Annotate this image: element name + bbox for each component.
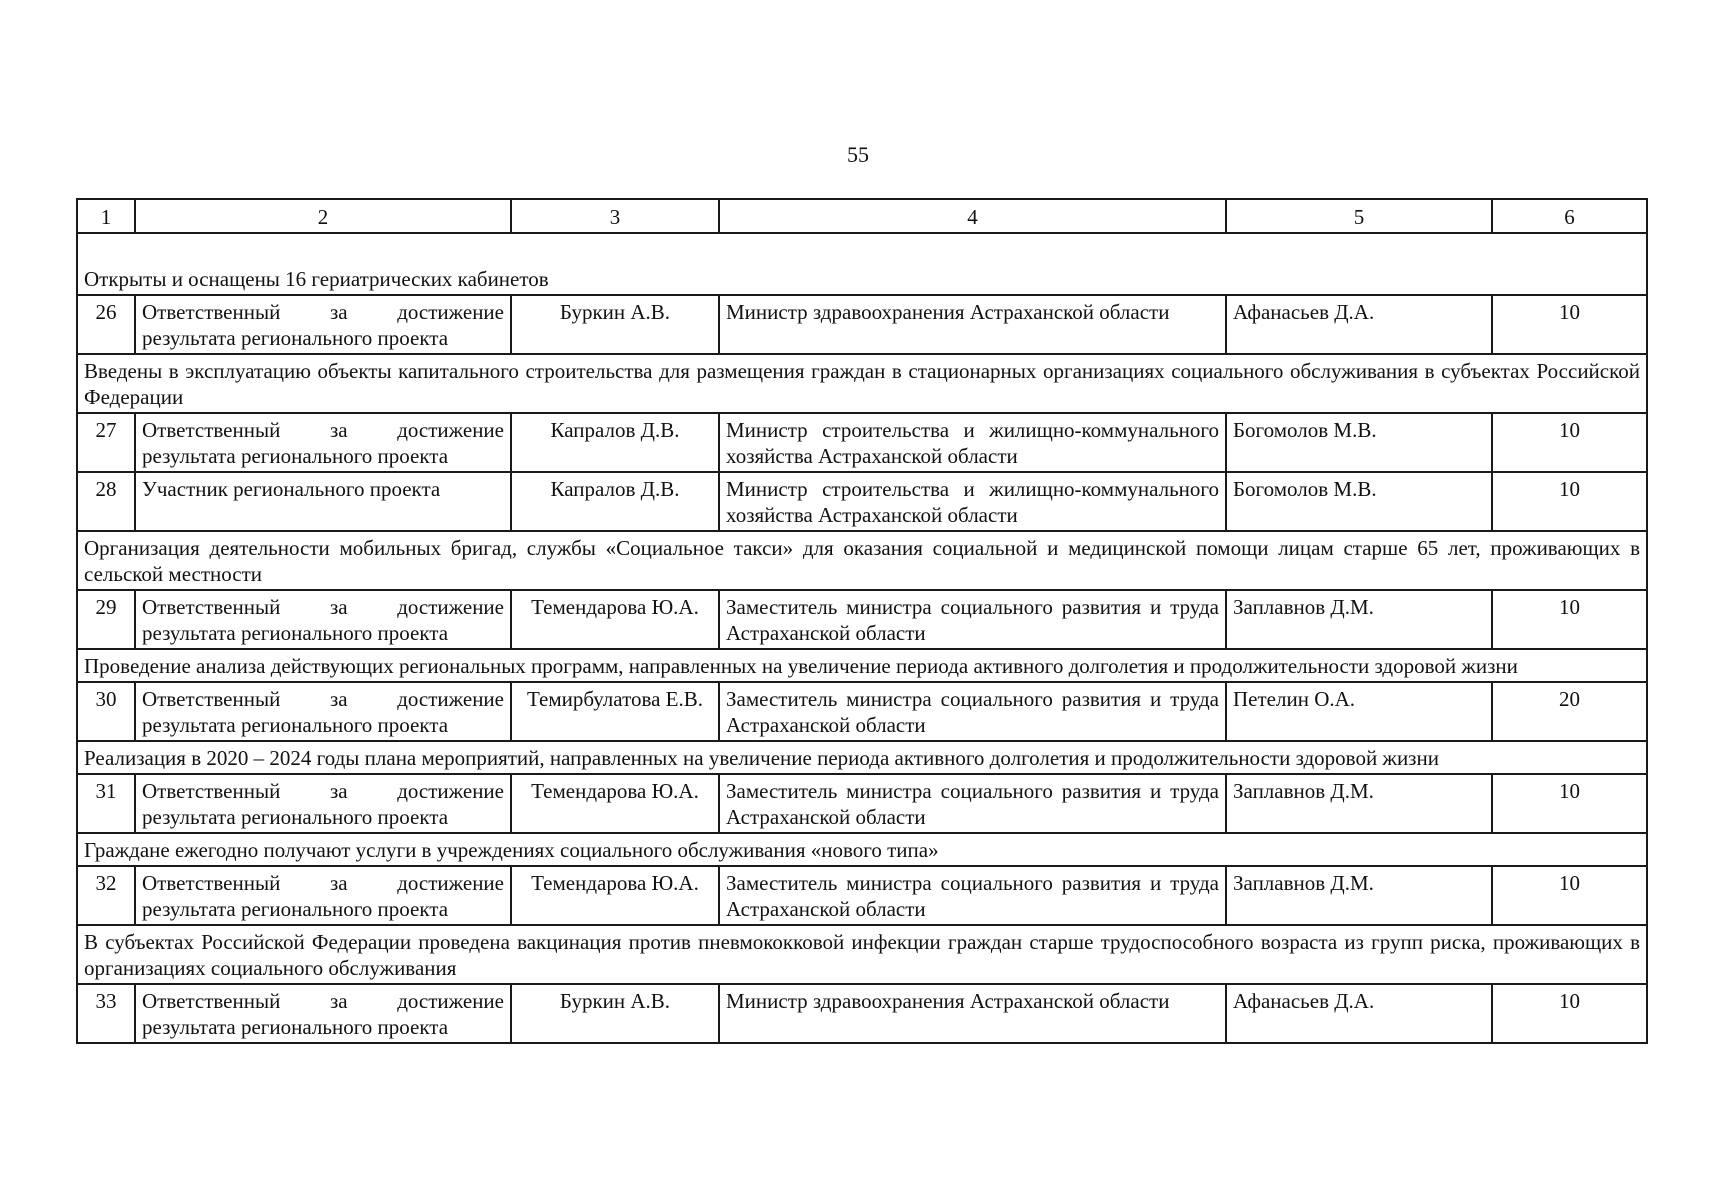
table-row xyxy=(77,774,1647,833)
column-header: 5 xyxy=(1226,199,1492,233)
row-number: 33 xyxy=(77,984,135,1043)
supervisor: Афанасьев Д.А. xyxy=(1226,295,1492,354)
table-row xyxy=(77,984,1647,1043)
employment-percent: 10 xyxy=(1492,413,1647,472)
column-header: 4 xyxy=(719,199,1226,233)
row-number: 31 xyxy=(77,774,135,833)
responsible-person: Темендарова Ю.А. xyxy=(511,866,719,925)
position: Заместитель министра социального развития и труда Астраханской области xyxy=(719,590,1226,649)
column-header: 6 xyxy=(1492,199,1647,233)
employment-percent: 10 xyxy=(1492,866,1647,925)
position: Заместитель министра социального развития и труда Астраханской области xyxy=(719,682,1226,741)
row-number: 28 xyxy=(77,472,135,531)
section-title: Реализация в 2020 – 2024 годы плана мероприятий, направленных на увеличение периода активного долголетия и продолжительности здоровой жизни xyxy=(77,741,1647,774)
column-header: 3 xyxy=(511,199,719,233)
table-row xyxy=(77,682,1647,741)
position: Министр здравоохранения Астраханской области xyxy=(719,295,1226,354)
responsibility-table xyxy=(76,198,1648,1044)
project-role: Ответственный за достижение результата регионального проекта xyxy=(135,774,511,833)
employment-percent: 20 xyxy=(1492,682,1647,741)
section-title-row xyxy=(77,531,1647,590)
column-header: 2 xyxy=(135,199,511,233)
row-number: 30 xyxy=(77,682,135,741)
employment-percent: 10 xyxy=(1492,774,1647,833)
section-title: Организация деятельности мобильных бригад, службы «Социальное такси» для оказания социальной и медицинской помощи лицам старше 65 лет, проживающих в сельской местности xyxy=(77,531,1647,590)
responsible-person: Капралов Д.В. xyxy=(511,413,719,472)
position: Заместитель министра социального развития и труда Астраханской области xyxy=(719,866,1226,925)
project-role: Ответственный за достижение результата регионального проекта xyxy=(135,295,511,354)
table-row xyxy=(77,295,1647,354)
position: Заместитель министра социального развития и труда Астраханской области xyxy=(719,774,1226,833)
section-title: Открыты и оснащены 16 гериатрических кабинетов xyxy=(77,233,1647,295)
section-title-row xyxy=(77,649,1647,682)
section-title-row xyxy=(77,354,1647,413)
supervisor: Петелин О.А. xyxy=(1226,682,1492,741)
employment-percent: 10 xyxy=(1492,590,1647,649)
responsible-person: Темендарова Ю.А. xyxy=(511,590,719,649)
supervisor: Заплавнов Д.М. xyxy=(1226,866,1492,925)
employment-percent: 10 xyxy=(1492,472,1647,531)
position: Министр строительства и жилищно-коммунального хозяйства Астраханской области xyxy=(719,413,1226,472)
project-role: Участник регионального проекта xyxy=(135,472,511,531)
table-row xyxy=(77,866,1647,925)
section-title: Граждане ежегодно получают услуги в учреждениях социального обслуживания «нового типа» xyxy=(77,833,1647,866)
section-title: Проведение анализа действующих региональных программ, направленных на увеличение периода активного долголетия и продолжительности здоровой жизни xyxy=(77,649,1647,682)
position: Министр здравоохранения Астраханской области xyxy=(719,984,1226,1043)
project-role: Ответственный за достижение результата регионального проекта xyxy=(135,682,511,741)
responsible-person: Буркин А.В. xyxy=(511,984,719,1043)
table-row xyxy=(77,590,1647,649)
project-role: Ответственный за достижение результата регионального проекта xyxy=(135,984,511,1043)
section-title-row xyxy=(77,741,1647,774)
supervisor: Богомолов М.В. xyxy=(1226,472,1492,531)
column-header: 1 xyxy=(77,199,135,233)
supervisor: Заплавнов Д.М. xyxy=(1226,590,1492,649)
responsible-person: Буркин А.В. xyxy=(511,295,719,354)
section-title-row xyxy=(77,925,1647,984)
project-role: Ответственный за достижение результата регионального проекта xyxy=(135,590,511,649)
row-number: 32 xyxy=(77,866,135,925)
row-number: 29 xyxy=(77,590,135,649)
project-role: Ответственный за достижение результата регионального проекта xyxy=(135,866,511,925)
page-number: 55 xyxy=(847,142,869,167)
employment-percent: 10 xyxy=(1492,984,1647,1043)
section-title: В субъектах Российской Федерации проведена вакцинация против пневмококковой инфекции граждан старше трудоспособного возраста из групп риска, проживающих в организациях социального обслуживания xyxy=(77,925,1647,984)
section-title-row xyxy=(77,833,1647,866)
section-title: Введены в эксплуатацию объекты капитального строительства для размещения граждан в стационарных организациях социального обслуживания в субъектах Российской Федерации xyxy=(77,354,1647,413)
responsible-person: Капралов Д.В. xyxy=(511,472,719,531)
supervisor: Богомолов М.В. xyxy=(1226,413,1492,472)
row-number: 26 xyxy=(77,295,135,354)
row-number: 27 xyxy=(77,413,135,472)
table-row xyxy=(77,413,1647,472)
responsible-person: Темирбулатова Е.В. xyxy=(511,682,719,741)
table-row xyxy=(77,472,1647,531)
project-role: Ответственный за достижение результата регионального проекта xyxy=(135,413,511,472)
table-header-row xyxy=(77,199,1647,233)
supervisor: Афанасьев Д.А. xyxy=(1226,984,1492,1043)
supervisor: Заплавнов Д.М. xyxy=(1226,774,1492,833)
responsible-person: Темендарова Ю.А. xyxy=(511,774,719,833)
section-title-row xyxy=(77,233,1647,295)
employment-percent: 10 xyxy=(1492,295,1647,354)
position: Министр строительства и жилищно-коммунального хозяйства Астраханской области xyxy=(719,472,1226,531)
